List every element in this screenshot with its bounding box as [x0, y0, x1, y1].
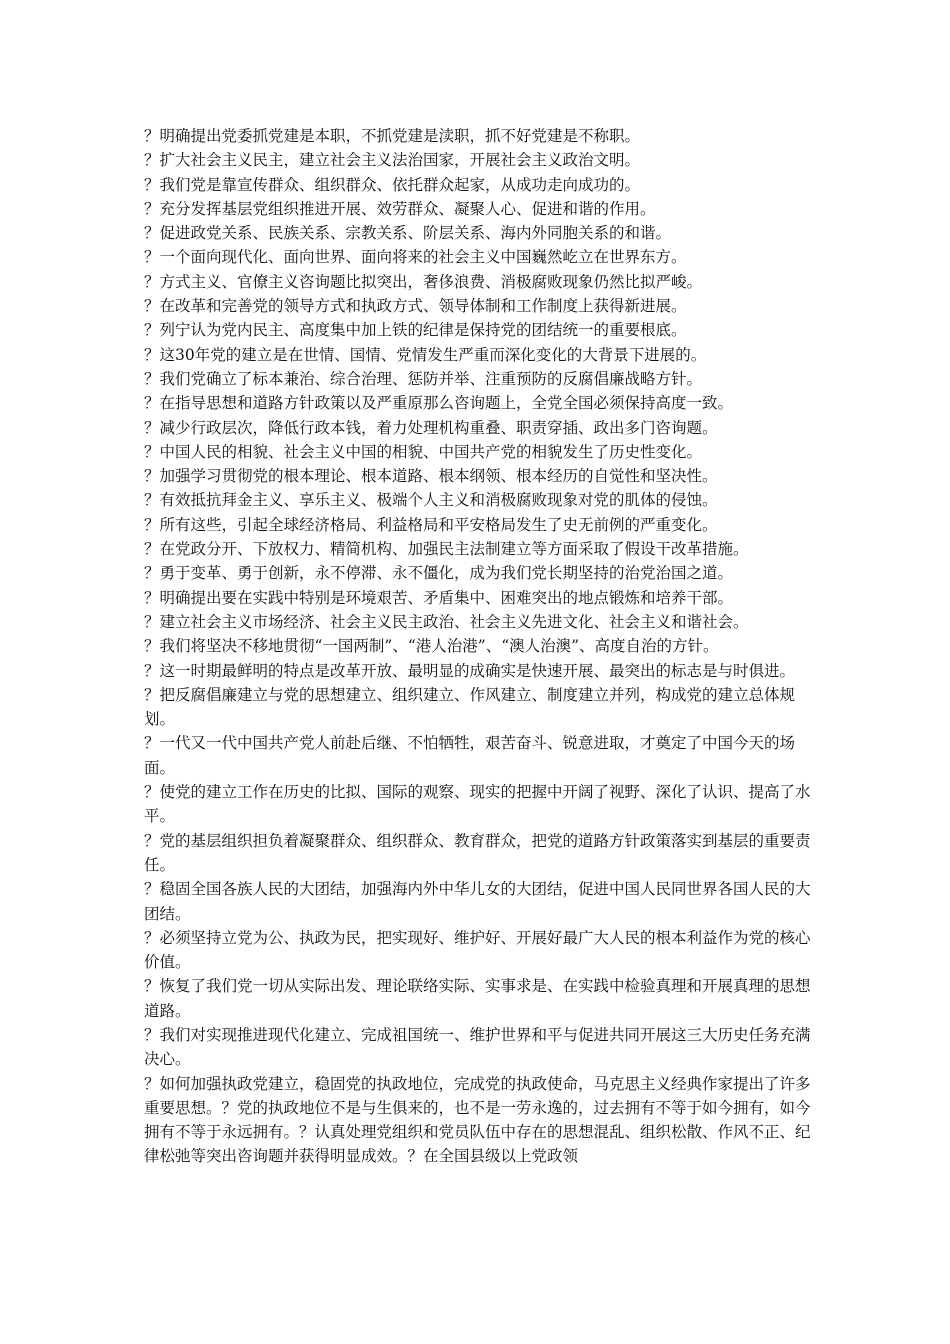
paragraph: ？勇于变革、勇于创新，永不停滞、永不僵化，成为我们党长期坚持的治党治国之道。	[144, 564, 734, 583]
paragraph: ？在指导思想和道路方针政策以及严重原那么咨询题上，全党全国必须保持高度一致。	[144, 394, 734, 413]
paragraph: ？必须坚持立党为公、执政为民，把实现好、维护好、开展好最广大人民的根本利益作为党的核心价值。	[144, 928, 811, 972]
paragraph: ？明确提出要在实践中特别是环境艰苦、矛盾集中、困难突出的地点锻炼和培养干部。	[144, 588, 734, 607]
paragraph: ？我们党是靠宣传群众、组织群众、依托群众起家，从成功走向成功的。	[144, 175, 641, 194]
paragraph: ？这一时期最鲜明的特点是改革开放、最明显的成确实是快速开展、最突出的标志是与时俱进。	[144, 661, 796, 680]
paragraph: ？把反腐倡廉建立与党的思想建立、组织建立、作风建立、制度建立并列，构成党的建立总体规划。	[144, 685, 796, 729]
paragraph: ？一个面向现代化、面向世界、面向将来的社会主义中国巍然屹立在世界东方。	[144, 248, 687, 267]
paragraph: ？有效抵抗拜金主义、享乐主义、极端个人主义和消极腐败现象对党的肌体的侵蚀。	[144, 491, 718, 510]
paragraph: ？稳固全国各族人民的大团结，加强海内外中华儿女的大团结，促进中国人民同世界各国人民的大团结。	[144, 880, 811, 923]
paragraph: ？方式主义、官僚主义咨询题比拟突出，奢侈浪费、消极腐败现象仍然比拟严峻。	[144, 272, 703, 291]
paragraph: ？如何加强执政党建立，稳固党的执政地位，完成党的执政使命，马克思主义经典作家提出了许多重要思想。？党的执政地位不是与生俱来的，也不是一劳永逸的，过去拥有不等于如今拥有，如今拥有不等于永远拥有。？认真处理党组织和党员队伍中存在的思想混乱、组织松散、作风不正、纪律松弛等突出咨询题并获得明显成效。？在全国县级以上党政领	[144, 1074, 811, 1166]
paragraph: ？建立社会主义市场经济、社会主义民主政治、社会主义先进文化、社会主义和谐社会。	[144, 612, 749, 631]
paragraph: ？列宁认为党内民主、高度集中加上铁的纪律是保持党的团结统一的重要根底。	[144, 321, 687, 340]
paragraph: ？加强学习贯彻党的根本理论、根本道路、根本纲领、根本经历的自觉性和坚决性。	[144, 467, 718, 486]
paragraph: ？在党政分开、下放权力、精简机构、加强民主法制建立等方面采取了假设干改革措施。	[144, 540, 749, 559]
paragraph: ？扩大社会主义民主，建立社会主义法治国家，开展社会主义政治文明。	[144, 151, 641, 170]
paragraph: ？中国人民的相貌、社会主义中国的相貌、中国共产党的相貌发生了历史性变化。	[144, 442, 703, 461]
paragraph: ？促进政党关系、民族关系、宗教关系、阶层关系、海内外同胞关系的和谐。	[144, 224, 672, 243]
paragraph: ？一代又一代中国共产党人前赴后继、不怕牺牲，艰苦奋斗、锐意进取，才奠定了中国今天的场面。	[144, 734, 796, 777]
paragraph: ？明确提出党委抓党建是本职，不抓党建是渎职，抓不好党建是不称职。	[144, 127, 641, 145]
paragraph: ？我们对实现推进现代化建立、完成祖国统一、维护世界和平与促进共同开展这三大历史任务充满决心。	[144, 1025, 811, 1069]
paragraph: ？充分发挥基层党组织推进开展、效劳群众、凝聚人心、促进和谐的作用。	[144, 199, 656, 218]
paragraph: ？恢复了我们党一切从实际出发、理论联络实际、实事求是、在实践中检验真理和开展真理的思想道路。	[144, 977, 811, 1020]
paragraph: ？使党的建立工作在历史的比拟、国际的观察、现实的把握中开阔了视野、深化了认识、提高了水平。	[144, 783, 811, 826]
paragraph: ？党的基层组织担负着凝聚群众、组织群众、教育群众，把党的道路方针政策落实到基层的重要责任。	[144, 831, 811, 874]
paragraph: ？在改革和完善党的领导方式和执政方式、领导体制和工作制度上获得新进展。	[144, 297, 687, 316]
paragraph: ？这30年党的建立是在世情、国情、党情发生严重而深化变化的大背景下进展的。	[144, 345, 707, 364]
paragraph: ？减少行政层次，降低行政本钱，着力处理机构重叠、职责穿插、政出多门咨询题。	[144, 418, 718, 437]
paragraph: ？我们将坚决不移地贯彻“一国两制”、“港人治港”、“澳人治澳”、高度自治的方针。	[144, 637, 719, 656]
paragraph: ？所有这些，引起全球经济格局、利益格局和平安格局发生了史无前例的严重变化。	[144, 515, 718, 534]
paragraph: ？我们党确立了标本兼治、综合治理、惩防并举、注重预防的反腐倡廉战略方针。	[144, 369, 703, 388]
document-body	[144, 124, 814, 1169]
